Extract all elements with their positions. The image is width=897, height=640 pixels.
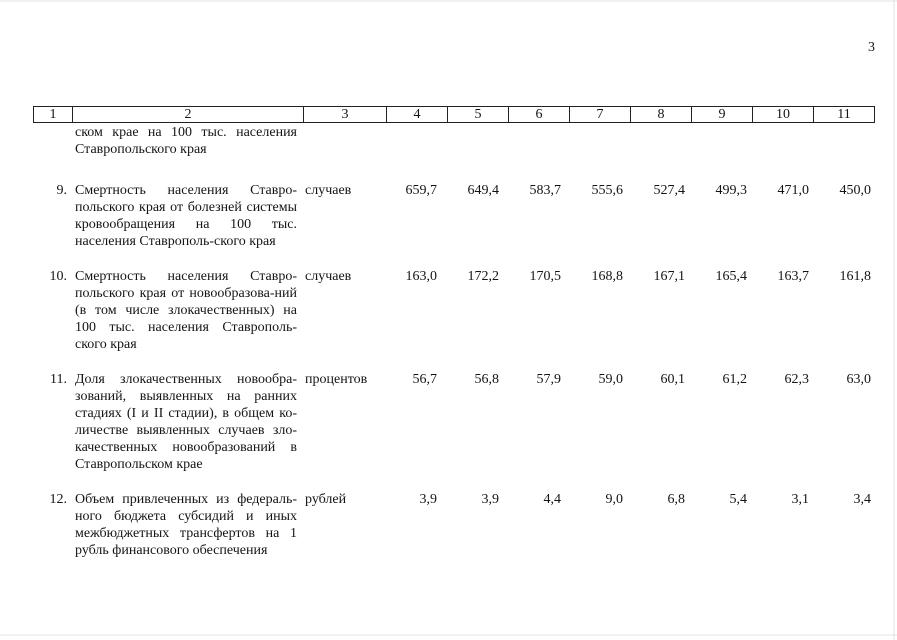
value-col-7: 168,8 — [591, 269, 623, 284]
value-col-9: 5,4 — [729, 492, 747, 507]
unit: случаев — [305, 183, 352, 198]
column-header-6: 6 — [509, 107, 570, 123]
value-col-11: 3,4 — [853, 492, 871, 507]
unit: рублей — [305, 492, 347, 507]
unit: случаев — [305, 269, 352, 284]
column-header-1: 1 — [34, 107, 73, 123]
indicator-name: ском крае на 100 тыс. населения Ставропольского края — [75, 125, 297, 157]
indicator-name: Смертность населения Ставро-польского края от болезней системы кровообращения на 100 тыс. населения Ставрополь-ского края — [75, 183, 297, 249]
column-header-7: 7 — [570, 107, 631, 123]
row-number: 12. — [49, 492, 67, 507]
value-col-6: 4,4 — [543, 492, 561, 507]
column-header-row — [33, 106, 875, 123]
scan-artifact — [0, 634, 897, 636]
value-col-4: 3,9 — [419, 492, 437, 507]
unit: процентов — [305, 372, 368, 387]
value-col-9: 61,2 — [722, 372, 747, 387]
scan-artifact — [893, 0, 895, 640]
value-col-5: 649,4 — [467, 183, 499, 198]
value-col-5: 56,8 — [474, 372, 499, 387]
column-header-4: 4 — [387, 107, 448, 123]
value-col-9: 499,3 — [715, 183, 747, 198]
column-header-8: 8 — [631, 107, 692, 123]
value-col-10: 471,0 — [777, 183, 809, 198]
value-col-11: 450,0 — [839, 183, 871, 198]
value-col-10: 163,7 — [777, 269, 809, 284]
indicator-name: Доля злокачественных новообра-зований, выявленных на ранних стадиях (I и II стадии), в общем ко-личестве выявленных случаев зло-качественных новообразований в Ставропольском крае — [75, 372, 297, 472]
value-col-8: 167,1 — [653, 269, 685, 284]
value-col-6: 170,5 — [529, 269, 561, 284]
row-number: 11. — [50, 372, 67, 387]
value-col-6: 583,7 — [529, 183, 561, 198]
value-col-7: 555,6 — [591, 183, 623, 198]
value-col-7: 9,0 — [605, 492, 623, 507]
value-col-4: 163,0 — [405, 269, 437, 284]
unit — [301, 124, 383, 182]
value-col-8: 60,1 — [660, 372, 685, 387]
row-number: 10. — [49, 269, 67, 284]
table-row — [33, 268, 879, 371]
column-header-11: 11 — [814, 107, 875, 123]
column-header-3: 3 — [304, 107, 387, 123]
value-col-4: 659,7 — [405, 183, 437, 198]
value-col-10: 3,1 — [791, 492, 809, 507]
value-col-11: 63,0 — [846, 372, 871, 387]
table-row — [33, 182, 879, 268]
column-header-2: 2 — [73, 107, 304, 123]
page-number: 3 — [868, 40, 875, 55]
indicator-name: Смертность населения Ставро-польского края от новообразова-ний (в том числе злокачественных) на 100 тыс. населения Ставрополь-ского края — [75, 269, 297, 352]
value-col-5: 172,2 — [467, 269, 499, 284]
column-header-5: 5 — [448, 107, 509, 123]
value-col-8: 6,8 — [667, 492, 685, 507]
indicators-table — [33, 124, 879, 577]
value-col-11: 161,8 — [839, 269, 871, 284]
value-col-10: 62,3 — [784, 372, 809, 387]
table-row — [33, 491, 879, 577]
value-col-8: 527,4 — [653, 183, 685, 198]
row-number — [33, 124, 71, 182]
row-number: 9. — [56, 183, 67, 198]
value-col-7: 59,0 — [598, 372, 623, 387]
table-row — [33, 371, 879, 491]
value-col-9: 165,4 — [715, 269, 747, 284]
column-header-10: 10 — [753, 107, 814, 123]
value-col-6: 57,9 — [536, 372, 561, 387]
scan-artifact — [0, 0, 897, 2]
value-col-4: 56,7 — [412, 372, 437, 387]
table-row-continuation — [33, 124, 879, 182]
value-col-5: 3,9 — [481, 492, 499, 507]
indicator-name: Объем привлеченных из федераль-ного бюджета субсидий и иных межбюджетных трансфертов на 1 рубль финансового обеспечения — [75, 492, 297, 558]
column-header-9: 9 — [692, 107, 753, 123]
